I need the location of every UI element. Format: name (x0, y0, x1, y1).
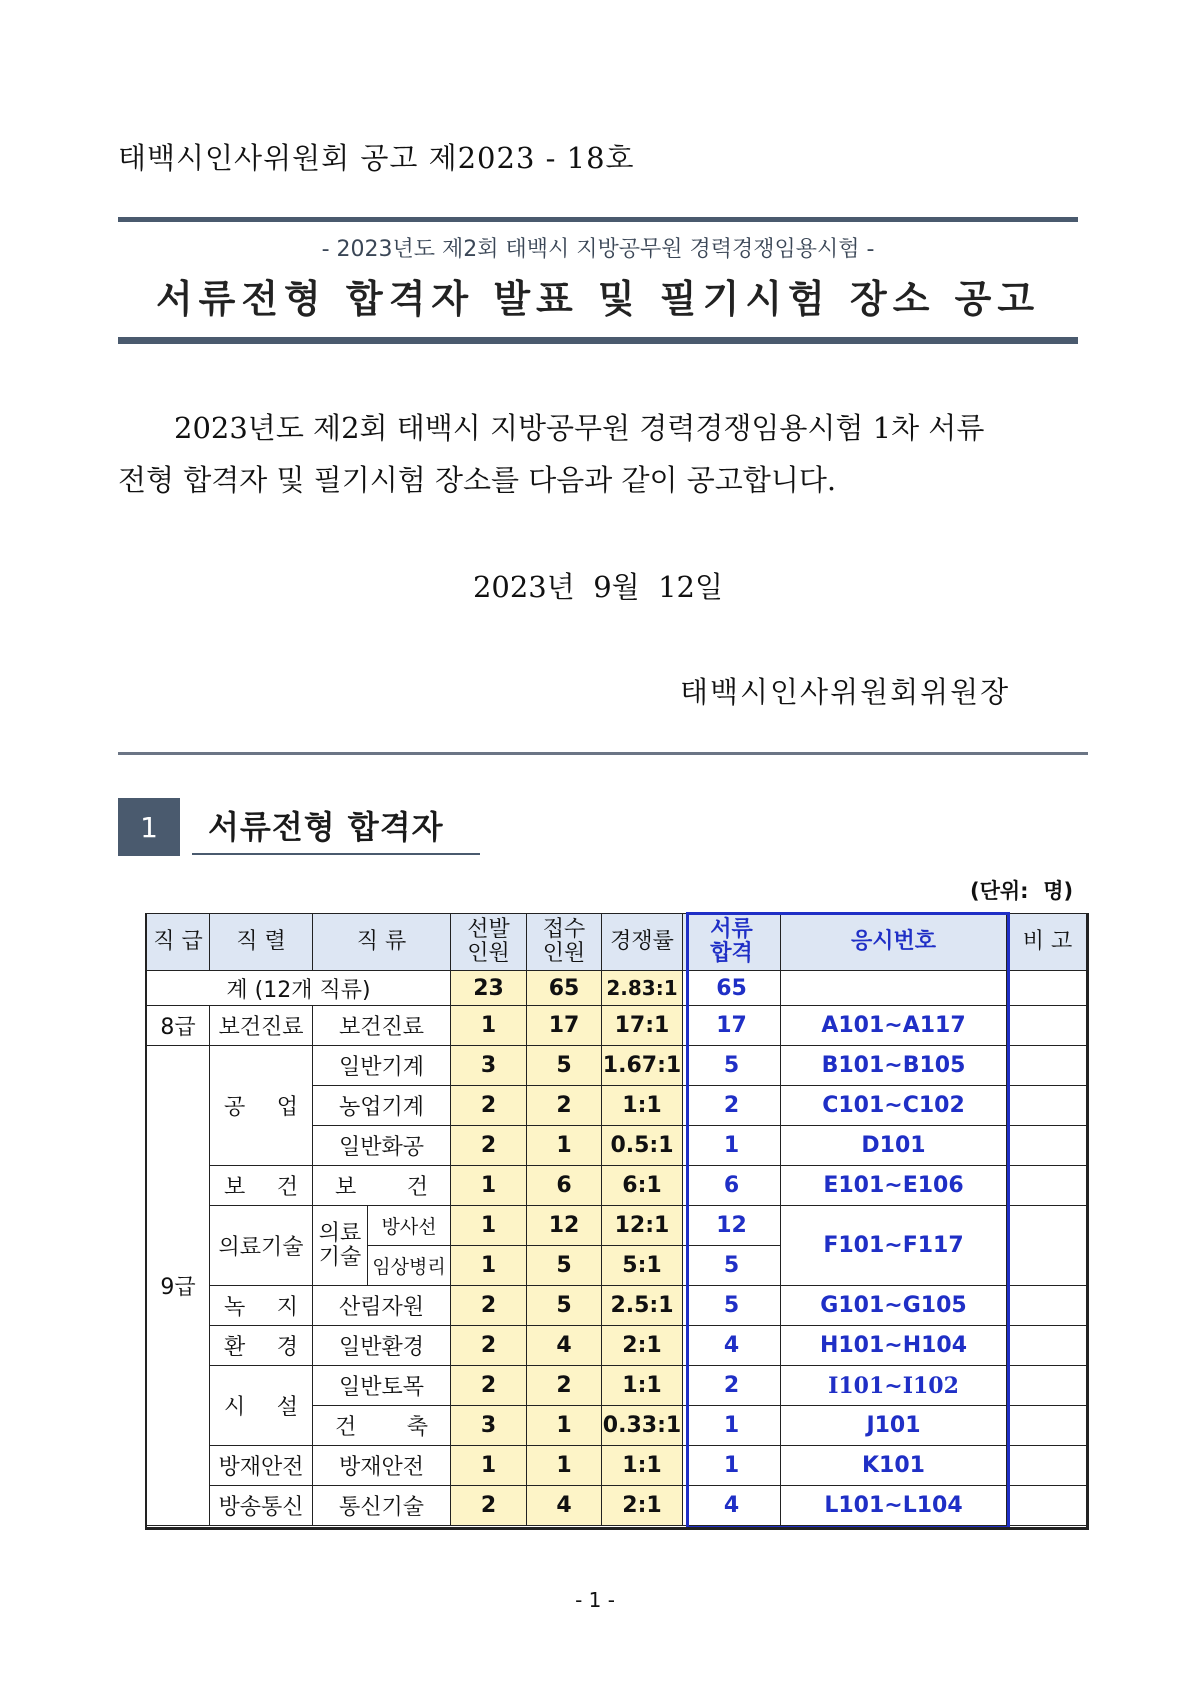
passed-cell: 5 (683, 1246, 781, 1286)
grade-cell: 9급 (147, 1046, 210, 1526)
total-passed: 65 (683, 971, 781, 1006)
exam-no-cell: H101~H104 (781, 1326, 1007, 1366)
class-cell: 방사선 (368, 1206, 451, 1246)
table-border-bottom (146, 1527, 1089, 1530)
note-cell (1007, 1006, 1089, 1046)
series-cell: 의료기술 (210, 1206, 313, 1286)
announcement-date: 2023년 9월 12일 (472, 570, 724, 604)
note-cell (1007, 1486, 1089, 1526)
table-header-row (147, 914, 1089, 971)
selected-cell: 1 (451, 1446, 527, 1486)
class-cell: 일반화공 (313, 1126, 451, 1166)
table-row (147, 1366, 1089, 1406)
body-line-2: 전형 합격자 및 필기시험 장소를 다음과 같이 공고합니다. (118, 463, 837, 497)
ratio-cell: 2:1 (602, 1486, 683, 1526)
header-passed-line2: 합격 (710, 941, 753, 966)
note-cell (1007, 1046, 1089, 1086)
table-row (147, 1006, 1089, 1046)
table-row (147, 1286, 1089, 1326)
table-border-left (145, 913, 147, 1530)
ratio-cell: 1:1 (602, 1446, 683, 1486)
applied-cell: 1 (527, 1126, 602, 1166)
header-applied (527, 914, 602, 971)
class-cell (313, 1406, 451, 1446)
section-number-badge: 1 (118, 798, 180, 856)
table-row (147, 1446, 1089, 1486)
ratio-cell: 1:1 (602, 1086, 683, 1126)
total-exam-no (781, 971, 1007, 1006)
series-cell (210, 1326, 313, 1366)
series-cell: 방재안전 (210, 1446, 313, 1486)
passed-cell: 2 (683, 1086, 781, 1126)
note-cell (1007, 1206, 1089, 1286)
signer: 태백시인사위원회위원장 (680, 675, 1011, 709)
body-line-1: 2023년도 제2회 태백시 지방공무원 경력경쟁임용시험 1차 서류 (174, 411, 985, 445)
series-text: 녹 (224, 1295, 246, 1320)
selected-cell: 1 (451, 1206, 527, 1246)
exam-no-cell: F101~F117 (781, 1206, 1007, 1286)
applied-cell: 4 (527, 1326, 602, 1366)
exam-no-cell: J101 (781, 1406, 1007, 1446)
series-cell: 보건진료 (210, 1006, 313, 1046)
unit-label: (단위: 명) (970, 879, 1074, 903)
divider (118, 752, 1088, 755)
total-applied: 65 (527, 971, 602, 1006)
table-row (147, 1166, 1089, 1206)
series-cell (210, 1366, 313, 1446)
page-number: - 1 - (575, 1588, 615, 1612)
table-row (147, 1206, 1089, 1246)
class-cell: 일반환경 (313, 1326, 451, 1366)
passed-cell: 17 (683, 1006, 781, 1046)
header-series: 직 렬 (210, 914, 313, 971)
series-text: 환 (224, 1335, 246, 1360)
note-cell (1007, 1166, 1089, 1206)
class-cell: 농업기계 (313, 1086, 451, 1126)
ratio-cell: 12:1 (602, 1206, 683, 1246)
ratio-cell: 2.5:1 (602, 1286, 683, 1326)
total-ratio: 2.83:1 (602, 971, 683, 1006)
header-ratio: 경쟁률 (602, 914, 683, 971)
note-cell (1007, 1326, 1089, 1366)
header-grade: 직 급 (147, 914, 210, 971)
table-total-row (147, 971, 1089, 1006)
class-cell: 통신기술 (313, 1486, 451, 1526)
sub-series-text: 의료 (318, 1220, 362, 1246)
ratio-cell: 2:1 (602, 1326, 683, 1366)
passed-cell: 4 (683, 1326, 781, 1366)
section-title: 서류전형 합격자 (208, 808, 444, 846)
series-text: 지 (276, 1295, 298, 1320)
applied-cell: 12 (527, 1206, 602, 1246)
table-row (147, 1486, 1089, 1526)
exam-no-cell: L101~L104 (781, 1486, 1007, 1526)
total-label: 계 (12개 직류) (147, 971, 451, 1006)
class-cell: 산림자원 (313, 1286, 451, 1326)
series-cell (210, 1166, 313, 1206)
class-cell: 일반기계 (313, 1046, 451, 1086)
header-applied-line1: 접수 (542, 917, 586, 942)
ratio-cell: 17:1 (602, 1006, 683, 1046)
selected-cell: 3 (451, 1046, 527, 1086)
applied-cell: 6 (527, 1166, 602, 1206)
series-text: 공 (224, 1095, 246, 1120)
total-selected: 23 (451, 971, 527, 1006)
subtitle: - 2023년도 제2회 태백시 지방공무원 경력경쟁임용시험 - (321, 237, 875, 262)
exam-no-cell: K101 (781, 1446, 1007, 1486)
passed-cell: 2 (683, 1366, 781, 1406)
applied-cell: 5 (527, 1246, 602, 1286)
applied-cell: 2 (527, 1086, 602, 1126)
table-row (147, 1326, 1089, 1366)
note-cell (1007, 1086, 1089, 1126)
class-text: 건 (406, 1175, 428, 1200)
note-cell (1007, 1366, 1089, 1406)
ratio-cell: 0.33:1 (602, 1406, 683, 1446)
note-cell (1007, 1286, 1089, 1326)
class-cell (313, 1166, 451, 1206)
passed-cell: 1 (683, 1126, 781, 1166)
ratio-cell: 1.67:1 (602, 1046, 683, 1086)
note-cell (1007, 1446, 1089, 1486)
title-bottom-rule (118, 337, 1078, 344)
pass-table (146, 913, 1089, 1526)
class-text: 축 (406, 1415, 428, 1440)
class-text: 건 (335, 1415, 357, 1440)
header-selected-line1: 선발 (467, 917, 510, 942)
sub-series-cell (313, 1206, 368, 1286)
ratio-cell: 0.5:1 (602, 1126, 683, 1166)
selected-cell: 2 (451, 1366, 527, 1406)
selected-cell: 2 (451, 1286, 527, 1326)
passed-cell: 1 (683, 1446, 781, 1486)
page-title: 서류전형 합격자 발표 및 필기시험 장소 공고 (155, 277, 1041, 321)
exam-no-cell: G101~G105 (781, 1286, 1007, 1326)
passed-cell: 5 (683, 1046, 781, 1086)
selected-cell: 2 (451, 1326, 527, 1366)
header-passed (683, 914, 781, 971)
total-note (1007, 971, 1089, 1006)
passed-cell: 5 (683, 1286, 781, 1326)
announcement-body (118, 402, 1084, 506)
table-row (147, 1046, 1089, 1086)
sub-series-text: 기술 (318, 1244, 362, 1270)
header-exam-no: 응시번호 (781, 914, 1007, 971)
class-cell: 보건진료 (313, 1006, 451, 1046)
note-cell (1007, 1126, 1089, 1166)
notice-number: 태백시인사위원회 공고 제2023 - 18호 (118, 141, 635, 175)
series-cell (210, 1286, 313, 1326)
class-cell: 일반토목 (313, 1366, 451, 1406)
applied-cell: 1 (527, 1446, 602, 1486)
selected-cell: 2 (451, 1126, 527, 1166)
class-text: 보 (335, 1175, 357, 1200)
passed-cell: 4 (683, 1486, 781, 1526)
passed-cell: 1 (683, 1406, 781, 1446)
selected-cell: 1 (451, 1006, 527, 1046)
class-cell: 방재안전 (313, 1446, 451, 1486)
selected-cell: 2 (451, 1486, 527, 1526)
header-class: 직 류 (313, 914, 451, 971)
series-text: 경 (276, 1335, 298, 1360)
selected-cell: 1 (451, 1166, 527, 1206)
applied-cell: 4 (527, 1486, 602, 1526)
series-text: 보 (224, 1175, 246, 1200)
series-cell: 방송통신 (210, 1486, 313, 1526)
exam-no-cell: A101~A117 (781, 1006, 1007, 1046)
section-title-underline (192, 853, 480, 855)
applied-cell: 17 (527, 1006, 602, 1046)
passed-cell: 12 (683, 1206, 781, 1246)
applied-cell: 5 (527, 1046, 602, 1086)
header-passed-line1: 서류 (710, 917, 753, 942)
grade-cell: 8급 (147, 1006, 210, 1046)
series-cell (210, 1046, 313, 1166)
header-selected (451, 914, 527, 971)
ratio-cell: 6:1 (602, 1166, 683, 1206)
selected-cell: 1 (451, 1246, 527, 1286)
header-note: 비 고 (1007, 914, 1089, 971)
applied-cell: 1 (527, 1406, 602, 1446)
note-cell (1007, 1406, 1089, 1446)
exam-no-cell: D101 (781, 1126, 1007, 1166)
series-text: 업 (276, 1095, 298, 1120)
selected-cell: 2 (451, 1086, 527, 1126)
applied-cell: 2 (527, 1366, 602, 1406)
class-cell: 임상병리 (368, 1246, 451, 1286)
exam-no-cell: C101~C102 (781, 1086, 1007, 1126)
applied-cell: 5 (527, 1286, 602, 1326)
exam-no-cell: E101~E106 (781, 1166, 1007, 1206)
exam-no-cell: B101~B105 (781, 1046, 1007, 1086)
table-border-right (1086, 913, 1089, 1529)
series-text: 건 (276, 1175, 298, 1200)
header-selected-line2: 인원 (467, 941, 510, 966)
exam-no-cell: I101~I102 (781, 1366, 1007, 1406)
series-text: 시 (224, 1395, 246, 1420)
title-top-rule (118, 217, 1078, 222)
passed-cell: 6 (683, 1166, 781, 1206)
ratio-cell: 1:1 (602, 1366, 683, 1406)
series-text: 설 (276, 1395, 298, 1420)
header-applied-line2: 인원 (542, 941, 586, 966)
selected-cell: 3 (451, 1406, 527, 1446)
ratio-cell: 5:1 (602, 1246, 683, 1286)
